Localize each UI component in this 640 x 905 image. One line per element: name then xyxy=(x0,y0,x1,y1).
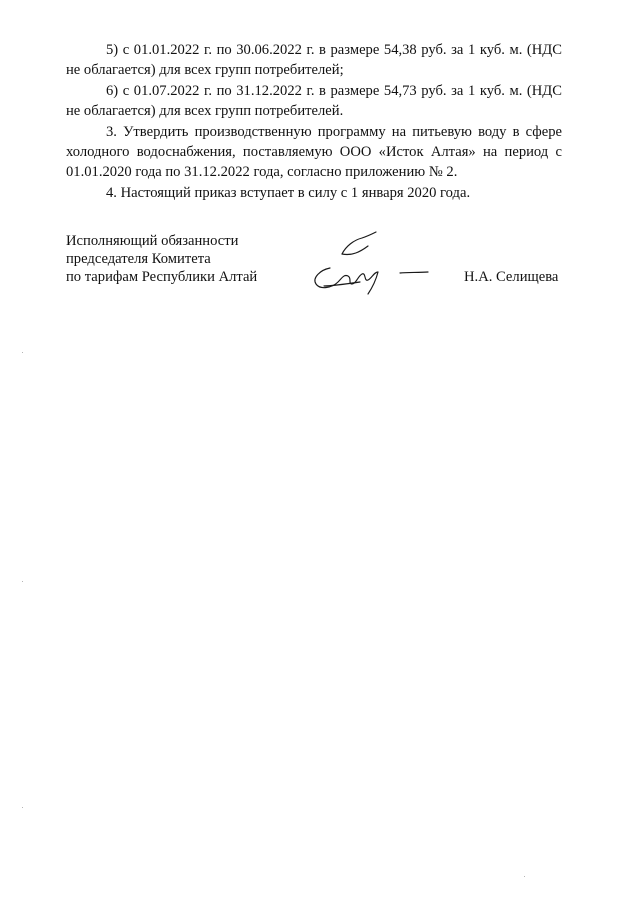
document-body xyxy=(66,40,562,203)
scan-speck xyxy=(524,876,525,877)
signatory-name: Н.А. Селищева xyxy=(464,269,559,285)
scan-speck xyxy=(22,581,23,582)
paragraph-point-4: 4. Настоящий приказ вступает в силу с 1 января 2020 года. xyxy=(106,184,471,201)
signatory-position-line: по тарифам Республики Алтай xyxy=(66,269,258,286)
signatory-position-line: Исполняющий обязанности xyxy=(66,233,239,249)
scan-speck xyxy=(22,352,23,353)
signatory-position xyxy=(66,232,257,287)
handwritten-signature xyxy=(302,226,432,300)
paragraph-point-3: 3. Утвердить производственную программу на питьевую воду в сфере холодного водоснабжения, поставляемую ООО «Исток Алтая» на период с 01.01.2020 года по 31.12.2022 года, согласно приложению № 2. xyxy=(66,123,562,181)
scan-speck xyxy=(22,807,23,808)
paragraph-tariff-item-5: 5) с 01.01.2022 г. по 30.06.2022 г. в размере 54,38 руб. за 1 куб. м. (НДС не облагается) для всех групп потребителей; xyxy=(66,42,562,79)
paragraph-tariff-item-6: 6) с 01.07.2022 г. по 31.12.2022 г. в размере 54,73 руб. за 1 куб. м. (НДС не облагается) для всех групп потребителей. xyxy=(66,82,562,120)
signatory-position-line: председателя Комитета xyxy=(66,251,211,268)
